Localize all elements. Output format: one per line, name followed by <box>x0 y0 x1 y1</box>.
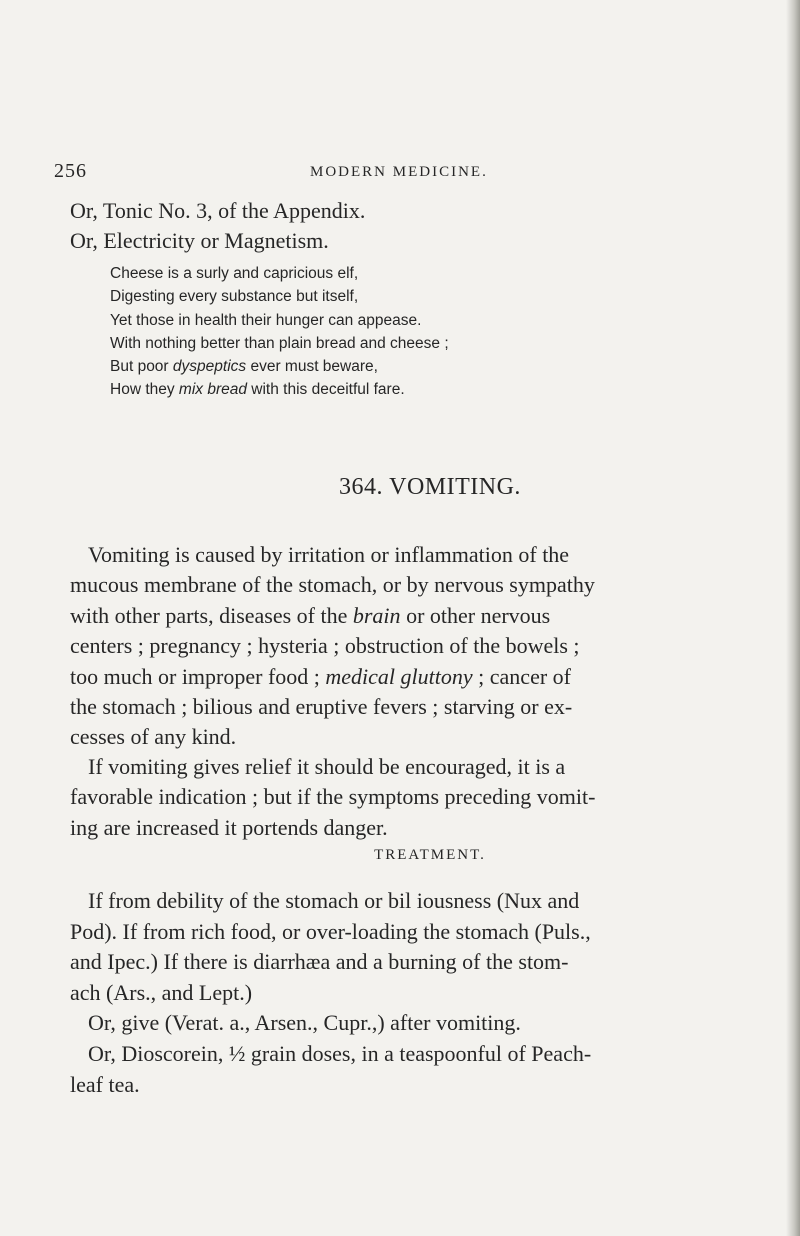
treatment-paragraph <box>70 1039 730 1100</box>
para-line: the stomach ; bilious and eruptive fevers ; starving or ex- <box>70 694 573 720</box>
para-text: with other parts, diseases of the <box>70 602 353 628</box>
poem-verse <box>110 262 449 402</box>
para-line: Pod). If from rich food, or over-loading the stomach (Puls., <box>70 918 591 944</box>
para-line: If from debility of the stomach or bil iousness (Nux and <box>88 888 580 913</box>
para-line: ing are increased it portends danger. <box>70 814 388 840</box>
page-edge-shadow <box>786 0 800 1236</box>
para-emphasis: medical gluttony <box>325 663 473 689</box>
poem-text: ever must beware, <box>246 358 378 376</box>
poem-line <box>110 378 449 401</box>
para-line <box>70 662 720 692</box>
poem-line <box>110 355 449 378</box>
para-line: cesses of any kind. <box>70 724 237 750</box>
para-line: mucous membrane of the stomach, or by nervous sympathy <box>70 572 595 598</box>
page-number: 256 <box>54 160 87 182</box>
poem-line: Yet those in health their hunger can appease. <box>110 311 422 329</box>
para-line: Or, Dioscorein, ½ grain doses, in a teaspoonful of Peach- <box>88 1041 592 1066</box>
para-line: Vomiting is caused by irritation or inflammation of the <box>88 542 570 567</box>
para-line: leaf tea. <box>70 1071 140 1097</box>
para-line: and Ipec.) If there is diarrhæa and a burning of the stom- <box>70 949 569 974</box>
running-title: MODERN MEDICINE. <box>310 164 488 180</box>
intro-lines <box>70 196 365 256</box>
poem-line: Cheese is a surly and capricious elf, <box>110 265 359 282</box>
para-line: ach (Ars., and Lept.) <box>70 979 253 1005</box>
treatment-paragraph <box>70 1008 730 1039</box>
para-text: or other nervous <box>400 602 551 628</box>
running-head <box>54 160 774 190</box>
para-text: too much or improper food ; <box>70 663 326 689</box>
para-line: Or, give (Verat. a., Arsen., Cupr.,) after vomiting. <box>88 1010 521 1035</box>
poem-text: How they <box>110 381 179 399</box>
poem-emphasis: dyspeptics <box>172 358 247 376</box>
poem-line: With nothing better than plain bread and cheese ; <box>110 334 449 352</box>
section-heading: 364. VOMITING. <box>339 474 521 500</box>
poem-text: But poor <box>110 358 173 376</box>
para-emphasis: brain <box>352 602 401 628</box>
para-line: If vomiting gives relief it should be encouraged, it is a <box>88 754 566 779</box>
treatment-heading: TREATMENT. <box>374 847 486 863</box>
poem-emphasis: mix bread <box>178 381 247 399</box>
poem-text: with this deceitful fare. <box>246 381 405 399</box>
paragraph-relief <box>70 752 720 843</box>
para-text: ; cancer of <box>472 663 571 689</box>
para-line <box>70 601 720 631</box>
intro-line: Or, Tonic No. 3, of the Appendix. <box>70 198 366 223</box>
poem-line: Digesting every substance but itself, <box>110 288 359 306</box>
para-line: centers ; pregnancy ; hysteria ; obstruction of the bowels ; <box>70 633 580 659</box>
intro-line: Or, Electricity or Magnetism. <box>70 228 329 253</box>
para-line: favorable indication ; but if the symptoms preceding vomit- <box>70 784 596 810</box>
paragraph-causes <box>70 540 720 753</box>
treatment-paragraph <box>70 886 730 1008</box>
